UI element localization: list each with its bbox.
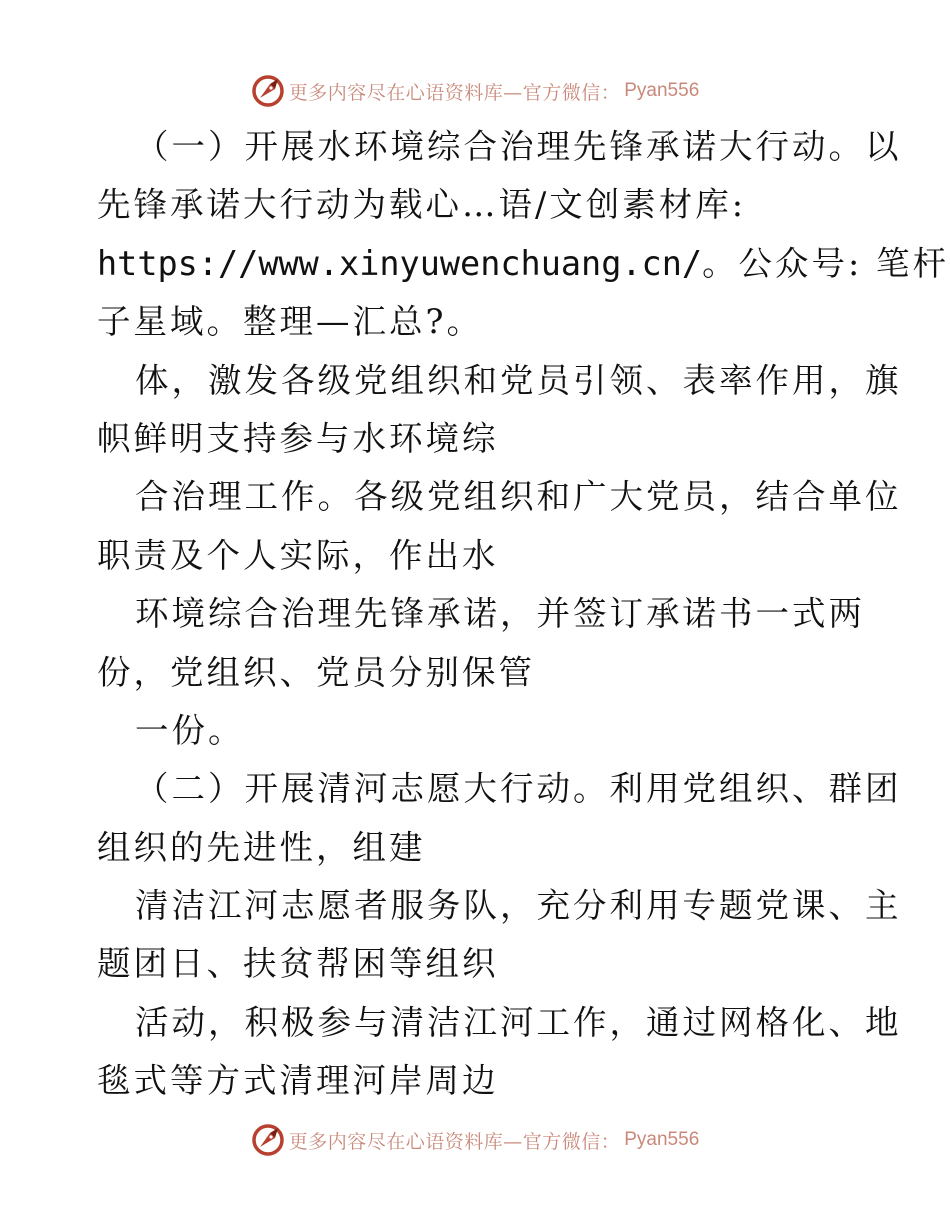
text-line: 先锋承诺大行动为载心…语/文创素材库:: [97, 185, 747, 225]
text-line: （二）开展清河志愿大行动。利用党组织、群团: [135, 769, 902, 809]
text-line: 体，激发各级党组织和党员引领、表率作用，旗: [135, 360, 902, 400]
footer-watermark: [0, 1120, 950, 1160]
document-body: [97, 118, 949, 1111]
text-line: 帜鲜明支持参与水环境综: [97, 418, 499, 458]
text-line: 清洁江河志愿者服务队，充分利用专题党课、主: [135, 886, 902, 926]
watermark-wechat-id: Pyan556: [624, 80, 700, 101]
text-line: 活动，积极参与清洁江河工作，通过网格化、地: [135, 1002, 902, 1042]
text-line: 合治理工作。各级党组织和广大党员，结合单位: [135, 477, 902, 517]
text-line: 份，党组织、党员分别保管: [97, 652, 535, 692]
text-line: 组织的先进性，组建: [97, 827, 426, 867]
text-line: （一）开展水环境综合治理先锋承诺大行动。以: [135, 127, 902, 166]
text-run: 。公众号: 笔杆: [702, 243, 949, 283]
text-line: 毯式等方式清理河岸周边: [97, 1061, 499, 1101]
pen-nib-circle-icon: [251, 74, 285, 108]
text-line: 子星域。整理—汇总?。: [97, 302, 483, 342]
pen-nib-circle-icon: [251, 1123, 285, 1157]
watermark-text: 更多内容尽在心语资料库—官方微信：: [288, 1130, 621, 1153]
header-watermark: [0, 71, 950, 111]
watermark-wechat-id: Pyan556: [624, 1129, 700, 1150]
text-line-url: [97, 235, 949, 293]
watermark-text: 更多内容尽在心语资料库—官方微信：: [288, 81, 621, 104]
text-line: 一份。: [135, 710, 245, 750]
url-text: https://www.xinyuwenchuang.cn/: [97, 243, 703, 283]
text-line: 环境综合治理先锋承诺，并签订承诺书一式两: [135, 594, 865, 634]
text-line: 题团日、扶贫帮困等组织: [97, 944, 499, 984]
text-line: 职责及个人实际，作出水: [97, 535, 499, 575]
